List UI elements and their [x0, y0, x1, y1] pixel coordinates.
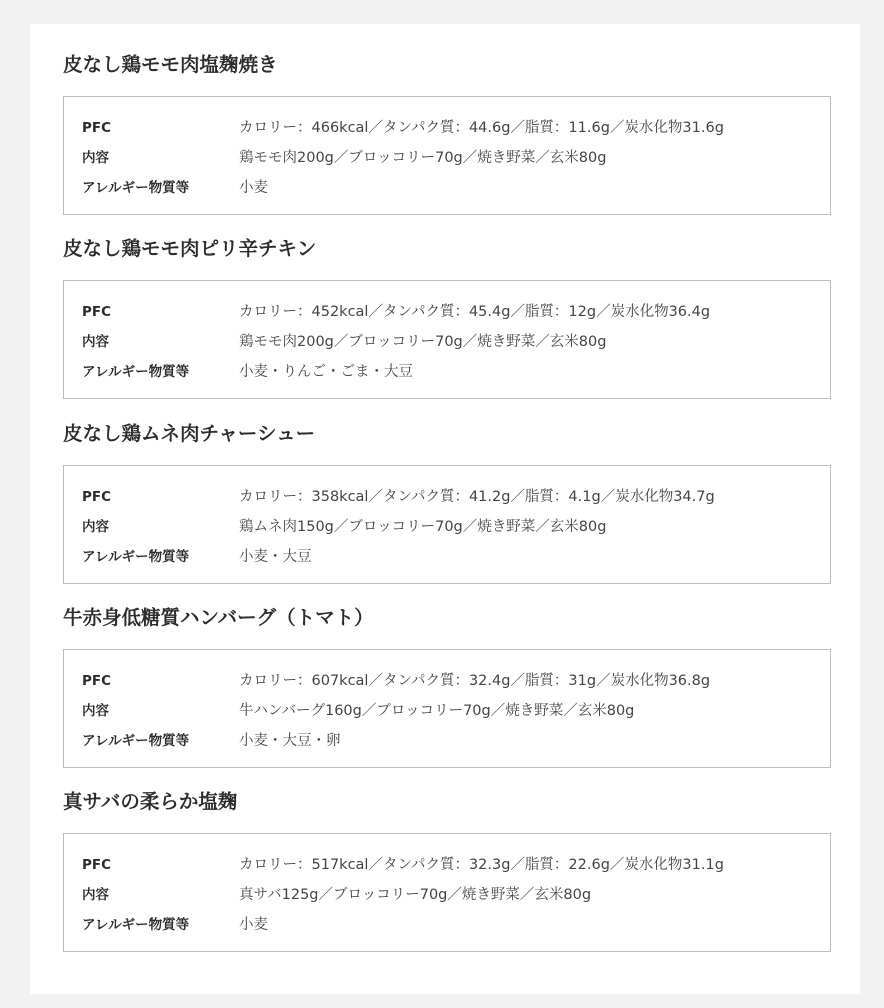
pfc-label: PFC	[82, 489, 112, 505]
pfc-row	[82, 297, 822, 327]
allergy-value: 小麦・りんご・ごま・大豆	[239, 364, 413, 380]
nutrition-info-box	[63, 649, 831, 768]
pfc-value: カロリー：358kcal／タンパク質：41.2g／脂質：4.1g／炭水化物34.7g	[239, 489, 715, 505]
pfc-value: カロリー：452kcal／タンパク質：45.4g／脂質：12g／炭水化物36.4g	[239, 304, 711, 320]
nutrition-info-box	[63, 833, 831, 952]
menu-title: 真サバの柔らか塩麹	[63, 790, 238, 813]
content-label: 内容	[82, 887, 109, 903]
content-row	[82, 327, 822, 357]
pfc-value: カロリー：607kcal／タンパク質：32.4g／脂質：31g／炭水化物36.8g	[239, 673, 711, 689]
allergy-row	[82, 542, 822, 572]
content-value: 真サバ125g／ブロッコリー70g／焼き野菜／玄米80g	[239, 887, 592, 903]
allergy-label: アレルギー物質等	[82, 549, 190, 565]
allergy-row	[82, 357, 822, 387]
pfc-value: カロリー：466kcal／タンパク質：44.6g／脂質：11.6g／炭水化物31.6g	[239, 120, 724, 136]
allergy-value: 小麦・大豆・卵	[239, 733, 341, 749]
allergy-value: 小麦・大豆	[239, 549, 312, 565]
menu-item	[63, 50, 833, 196]
content-row	[82, 696, 822, 726]
pfc-label: PFC	[82, 673, 112, 689]
content-value: 鶏モモ肉200g／ブロッコリー70g／焼き野菜／玄米80g	[239, 150, 607, 166]
allergy-value: 小麦	[239, 180, 268, 196]
allergy-label: アレルギー物質等	[82, 364, 190, 380]
menu-title: 牛赤身低糖質ハンバーグ（トマト）	[63, 606, 374, 629]
menu-title: 皮なし鶏ムネ肉チャーシュー	[63, 422, 316, 445]
menu-title: 皮なし鶏モモ肉ピリ辛チキン	[63, 237, 317, 260]
content-value: 鶏モモ肉200g／ブロッコリー70g／焼き野菜／玄米80g	[239, 334, 607, 350]
content-label: 内容	[82, 150, 109, 166]
pfc-row	[82, 482, 822, 512]
content-row	[82, 143, 822, 173]
content-row	[82, 512, 822, 542]
content-value: 鶏ムネ肉150g／ブロッコリー70g／焼き野菜／玄米80g	[239, 519, 607, 535]
content-row	[82, 880, 822, 910]
pfc-label: PFC	[82, 120, 112, 136]
content-label: 内容	[82, 519, 109, 535]
pfc-row	[82, 666, 822, 696]
allergy-row	[82, 910, 822, 940]
allergy-label: アレルギー物質等	[82, 180, 190, 196]
pfc-row	[82, 850, 822, 880]
pfc-label: PFC	[82, 304, 112, 320]
menu-panel	[30, 24, 860, 994]
menu-item	[63, 787, 833, 933]
nutrition-info-box	[63, 465, 831, 584]
allergy-label: アレルギー物質等	[82, 917, 190, 933]
content-label: 内容	[82, 334, 109, 350]
allergy-value: 小麦	[239, 917, 268, 933]
nutrition-info-box	[63, 96, 831, 215]
content-value: 牛ハンバーグ160g／ブロッコリー70g／焼き野菜／玄米80g	[239, 703, 635, 719]
pfc-value: カロリー：517kcal／タンパク質：32.3g／脂質：22.6g／炭水化物31.1g	[239, 857, 724, 873]
pfc-row	[82, 113, 822, 143]
nutrition-info-box	[63, 280, 831, 399]
menu-item	[63, 603, 833, 749]
allergy-row	[82, 173, 822, 203]
menu-item	[63, 234, 833, 380]
allergy-label: アレルギー物質等	[82, 733, 190, 749]
pfc-label: PFC	[82, 857, 112, 873]
allergy-row	[82, 726, 822, 756]
menu-item	[63, 419, 833, 565]
content-label: 内容	[82, 703, 109, 719]
menu-title: 皮なし鶏モモ肉塩麹焼き	[63, 53, 278, 76]
